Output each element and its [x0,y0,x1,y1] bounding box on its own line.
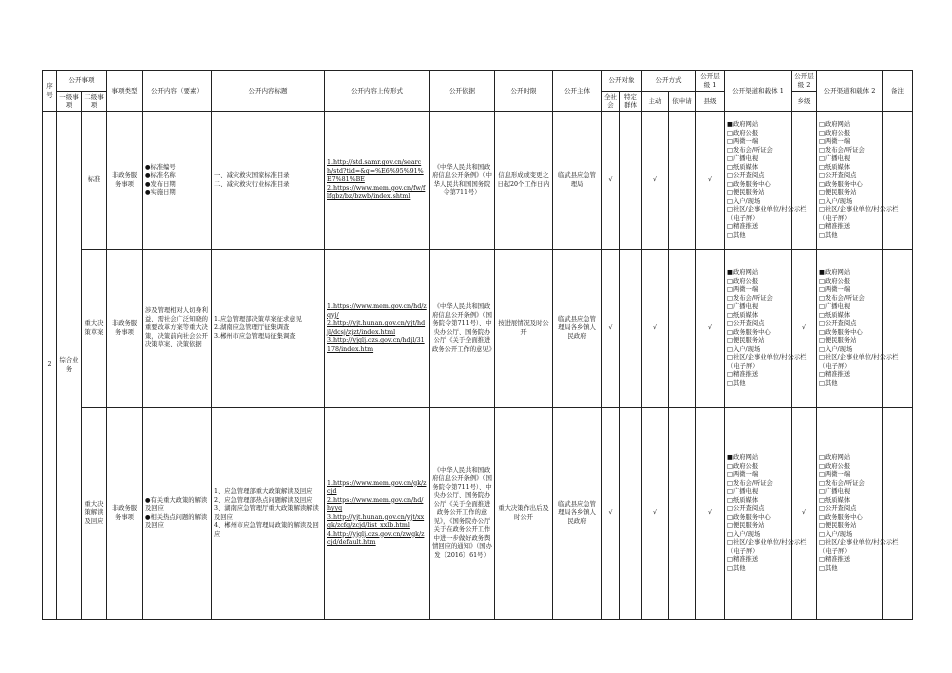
header-level1: 一级事项 [57,91,82,112]
method-request-cell [669,408,696,620]
level1-cell: 综合业务 [57,112,82,620]
header-channel1: 公开渠道和载体 1 [725,71,792,112]
list-line: □精准推送 [819,223,851,231]
list-line: □公开查阅点 [727,172,765,180]
list-line: □政务服务中心 [727,180,771,188]
list-line: □政府公报 [727,277,759,285]
remark-cell [883,408,913,620]
list-line: □两微一端 [819,471,851,479]
list-line: ●标准编号 [145,163,176,171]
list-line: 3.郴州市应急管理局征集调查 [214,332,296,340]
list-line: □社区/企事业单位/村公示栏 [727,539,807,547]
list-line: □政府网站 [819,121,851,129]
header-subject: 公开主体 [553,71,602,112]
list-line: □其他 [727,564,746,572]
list-line: 涉及管理相对人切身利益、需社会广泛知晓的重要改革方案等重大决策，决策前向社会公开决策草案、决策依据 [145,307,208,349]
target-specific-cell [620,112,642,250]
list-line: □广播电视 [727,155,759,163]
list-line: □两微一端 [727,138,759,146]
header-target-group: 公开对象 [602,71,642,92]
list-line: □精准推送 [819,371,851,379]
list-line: □政务服务中心 [727,513,771,521]
method-request-cell [669,112,696,250]
list-line: ●实施日期 [145,189,176,197]
list-line: □公开查阅点 [727,320,765,328]
channel1-cell [725,112,807,250]
list-line: □政府网站 [819,454,851,462]
list-line: □两微一端 [819,138,851,146]
method-active-cell: √ [642,250,669,408]
list-line: （电子屏） [727,547,759,555]
tier2-town-cell: √ [792,408,817,620]
url-cell [325,250,430,408]
header-content: 公开内容（要素） [143,71,212,112]
url-cell [325,112,430,250]
table-row [43,250,913,408]
time-limit-cell: 信息形成或变更之日起20个工作日内 [495,112,553,250]
channel1-cell [725,408,807,620]
list-line: ●有关重大政策的解读及回应 [145,496,208,513]
list-line: □便民服务站 [819,522,857,530]
list-line: □纸质媒体 [727,163,759,171]
list-line: （电子屏） [727,362,759,370]
list-line: □政务服务中心 [819,328,863,336]
list-line: 一、减灾救灾国家标准目录 [214,172,290,180]
list-line: 1.应急管理部决策草案征求意见 [214,315,302,323]
header-tier1: 公开层级 1 [696,71,725,92]
list-line: 2、应急管理部热点问题解读及回应 [214,496,313,504]
channel2-cell [817,408,899,620]
tier1-county-cell: √ [696,112,725,250]
list-line: □精准推送 [819,556,851,564]
header-method-request: 依申请 [669,91,696,112]
target-all-cell: √ [602,408,620,620]
time-limit-cell: 重大决策作出后及时公开 [495,408,553,620]
level2-cell: 重大决策草案 [82,250,107,408]
method-request-cell [669,250,696,408]
header-method-group: 公开方式 [642,71,696,92]
list-line: □广播电视 [727,303,759,311]
channel2-cell [817,250,899,408]
list-line: □纸质媒体 [727,496,759,504]
header-target-specific: 特定群体 [620,91,642,112]
time-limit-cell: 按进展情况及时公开 [495,250,553,408]
list-line: 3、湖南应急管理厅重大政策解读解读及回应 [214,505,319,521]
list-line: □发布会/听证会 [819,479,865,487]
list-line: 1、应急管理部重大政策解读及回应 [214,488,313,496]
list-line: □其他 [727,231,746,239]
list-line: 2.湖南应急管理厅征集调查 [214,324,290,332]
disclosure-table [42,70,913,620]
list-line: □纸质媒体 [819,311,851,319]
list-line: □纸质媒体 [727,311,759,319]
target-all-cell: √ [602,250,620,408]
subject-cell: 临武县应急管理局各乡镇人民政府 [553,408,602,620]
list-line: □发布会/听证会 [727,146,773,154]
list-line: □发布会/听证会 [819,294,865,302]
tier1-county-cell: √ [696,250,725,408]
list-line: □公开查阅点 [819,172,857,180]
list-line: ■政府网站 [819,269,851,277]
table-row [43,408,913,620]
header-item-group: 公开事项 [57,71,107,92]
title-cell [212,112,325,250]
method-active-cell: √ [642,408,669,620]
item-type-cell: 非政务服务事项 [107,250,143,408]
header-row-1 [43,71,913,92]
list-line: □广播电视 [819,488,851,496]
list-line: □发布会/听证会 [819,146,865,154]
header-item-type: 事项类型 [107,71,143,112]
tier1-county-cell: √ [696,408,725,620]
list-line: □政府公报 [727,129,759,137]
level2-cell: 重大决策解读及回应 [82,408,107,620]
list-line: □入户/现场 [727,197,761,205]
list-line: □入户/现场 [727,530,761,538]
header-tier2-town: 乡级 [792,91,817,112]
target-all-cell: √ [602,112,620,250]
list-line: □其他 [819,231,838,239]
list-line: □其他 [727,379,746,387]
tier2-town-cell [792,112,817,250]
header-target-all: 全社会 [602,91,620,112]
url-link[interactable]: 4.http://yjglj.czs.gov.cn/zwgk/zcjd/default.htm [327,530,425,547]
list-line: ■政府网站 [727,454,759,462]
url-link[interactable]: 1.https://www.mem.gov.cn/hd/zqyj/ [327,303,427,319]
target-specific-cell [620,250,642,408]
basis-cell: 《中华人民共和国政府信息公开条例》（国务院令第711号）、中央办公厅、国务院办公厅《关于全面推进政务公开工作的意见》 [430,250,495,408]
list-line: ■政府网站 [727,269,759,277]
url-cell [325,408,430,620]
header-tier2: 公开层级 2 [792,71,817,92]
url-link[interactable]: 2.http://yjt.hunan.gov.cn/yjt/hdjl/dcsj/zjzt/index.html [327,320,426,336]
list-line: □两微一端 [819,286,851,294]
list-line: □发布会/听证会 [727,479,773,487]
list-line: □社区/企事业单位/村公示栏 [819,354,899,362]
list-line: □政府公报 [819,277,851,285]
target-specific-cell [620,408,642,620]
channel1-cell [725,250,807,408]
subject-cell: 临武县应急管理局各乡镇人民政府 [553,250,602,408]
header-time-limit: 公开时限 [495,71,553,112]
header-upload-form: 公开内容上传形式 [325,71,430,112]
list-line: □政府公报 [727,462,759,470]
list-line: 4、郴州市应急管理局政策的解读及回应 [214,522,319,538]
channel2-cell [817,112,899,250]
title-cell [212,408,325,620]
list-line: □公开查阅点 [819,505,857,513]
content-cell [143,408,212,620]
list-line: □发布会/听证会 [727,294,773,302]
basis-cell: 《中华人民共和国政府信息公开条例》（中华人民共和国国务院令第711号） [430,112,495,250]
table-row [43,112,913,250]
url-link[interactable]: 1.https://www.mem.gov.cn/gk/zcjd [327,479,427,496]
list-line: □纸质媒体 [819,163,851,171]
url-link[interactable]: 2.https://www.mem.gov.cn/hd/hyyq [327,496,424,513]
item-type-cell: 非政务服务事项 [107,112,143,250]
list-line: □政府公报 [819,462,851,470]
list-line: □便民服务站 [819,337,857,345]
header-remark: 备注 [883,71,913,112]
list-line: □精准推送 [727,223,759,231]
content-cell [143,112,212,250]
list-line: （电子屏） [819,547,851,555]
list-line: □便民服务站 [727,522,765,530]
list-line: ■政府网站 [727,121,759,129]
header-channel2: 公开渠道和载体 2 [817,71,883,112]
remark-cell [883,112,913,250]
list-line: ●标准名称 [145,172,176,180]
list-line: □政务服务中心 [819,513,863,521]
header-level2: 二级事项 [82,91,107,112]
list-line: □纸质媒体 [819,496,851,504]
subject-cell: 临武县应急管理局 [553,112,602,250]
list-line: □政府公报 [819,129,851,137]
level2-cell: 标准 [82,112,107,250]
list-line: □其他 [819,379,838,387]
list-line: □精准推送 [727,556,759,564]
list-line: □政务服务中心 [727,328,771,336]
list-line: □便民服务站 [819,189,857,197]
url-link[interactable]: 1.http://std.samr.gov.cn/search/std?tid=&q=%E6%95%91%E7%81%BE [327,159,424,184]
basis-cell: 《中华人民共和国政府信息公开条例》（国务院令第711号）、中央办公厅、国务院办公厅《关于全面推进政务公开工作的意见》，《国务院办公厅关于在政务公开工作中进一步做好政务舆情回应的通知》（国办发〔2016〕61号） [430,408,495,620]
header-content-title: 公开内容标题 [212,71,325,112]
list-line: □公开查阅点 [819,320,857,328]
tier2-town-cell: √ [792,250,817,408]
list-line: □社区/企事业单位/村公示栏 [819,539,899,547]
list-line: □便民服务站 [727,337,765,345]
header-basis: 公开依据 [430,71,495,112]
title-cell [212,250,325,408]
list-line: □便民服务站 [727,189,765,197]
list-line: □两微一端 [727,286,759,294]
item-type-cell: 非政务服务事项 [107,408,143,620]
list-line: （电子屏） [819,214,851,222]
list-line: □两微一端 [727,471,759,479]
list-line: □入户/现场 [819,197,853,205]
list-line: □政务服务中心 [819,180,863,188]
list-line: ●相关热点问题的解读及回应 [145,513,208,530]
remark-cell [883,250,913,408]
header-tier1-county: 县级 [696,91,725,112]
list-line: □社区/企事业单位/村公示栏 [727,354,807,362]
list-line: □入户/现场 [819,530,853,538]
url-link[interactable]: 3.http://yjglj.czs.gov.cn/hdjl/31178/index.htm [327,337,425,353]
header-seq: 序号 [43,71,57,112]
method-active-cell: √ [642,112,669,250]
header-method-active: 主动 [642,91,669,112]
url-link[interactable]: 3.http://yjt.hunan.gov.cn/yjt/xxgk/zcfg/zcjd/list_xxlb.html [327,513,425,530]
list-line: □公开查阅点 [727,505,765,513]
url-link[interactable]: 2.https://www.mem.gov.cn/fw/flfgbz/bz/bzwb/index.shtml [327,184,426,201]
list-line: □入户/现场 [819,345,853,353]
list-line: 二、减灾救灾行业标准目录 [214,180,290,188]
content-cell [143,250,212,408]
list-line: ●发布日期 [145,180,176,188]
list-line: （电子屏） [819,362,851,370]
list-line: □社区/企事业单位/村公示栏 [727,206,807,214]
list-line: □其他 [819,564,838,572]
list-line: □入户/现场 [727,345,761,353]
list-line: □精准推送 [727,371,759,379]
list-line: （电子屏） [727,214,759,222]
list-line: □广播电视 [727,488,759,496]
list-line: □社区/企事业单位/村公示栏 [819,206,899,214]
list-line: □广播电视 [819,155,851,163]
list-line: □广播电视 [819,303,851,311]
seq-cell: 2 [43,112,57,620]
